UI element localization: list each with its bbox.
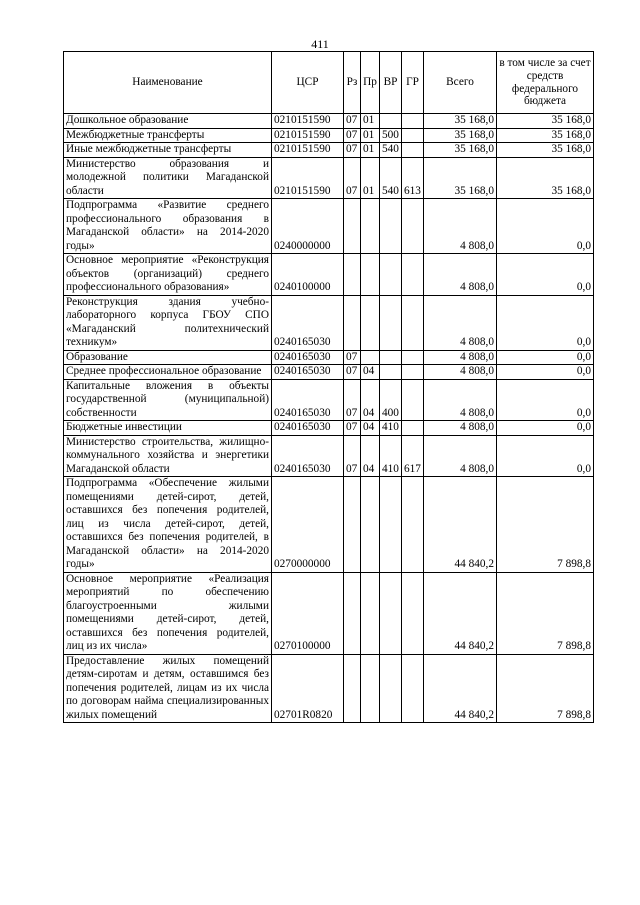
cell-vr: 500	[380, 128, 402, 143]
cell-federal: 35 168,0	[497, 128, 594, 143]
cell-total: 4 808,0	[424, 379, 497, 421]
cell-gr	[402, 114, 424, 129]
table-row	[64, 114, 594, 129]
header-total: Всего	[424, 52, 497, 114]
cell-csr: 0240165030	[272, 295, 344, 350]
cell-pr: 01	[361, 128, 380, 143]
header-csr: ЦСР	[272, 52, 344, 114]
cell-gr	[402, 477, 424, 573]
cell-federal: 35 168,0	[497, 157, 594, 199]
cell-federal: 35 168,0	[497, 143, 594, 158]
cell-vr	[380, 572, 402, 654]
cell-name: Капитальные вложения в объекты государственной (муниципальной) собственности	[64, 379, 272, 421]
cell-federal: 0,0	[497, 254, 594, 296]
cell-rz: 07	[344, 379, 361, 421]
cell-name: Реконструкция здания учебно-лабораторного корпуса ГБОУ СПО «Магаданский политехнический техникум»	[64, 295, 272, 350]
cell-rz	[344, 572, 361, 654]
cell-federal: 7 898,8	[497, 572, 594, 654]
table-row	[64, 295, 594, 350]
cell-name: Министерство образования и молодежной политики Магаданской области	[64, 157, 272, 199]
cell-rz: 07	[344, 157, 361, 199]
cell-federal: 35 168,0	[497, 114, 594, 129]
cell-name: Бюджетные инвестиции	[64, 421, 272, 436]
cell-rz: 07	[344, 143, 361, 158]
table-row	[64, 365, 594, 380]
cell-pr	[361, 350, 380, 365]
table-row	[64, 379, 594, 421]
cell-gr	[402, 254, 424, 296]
cell-rz: 07	[344, 365, 361, 380]
cell-total: 35 168,0	[424, 143, 497, 158]
cell-federal: 0,0	[497, 199, 594, 254]
cell-total: 4 808,0	[424, 295, 497, 350]
cell-name: Подпрограмма «Обеспечение жилыми помещениями детей-сирот, детей, оставшихся без попечения родителей, лиц из числа детей-сирот, детей, оставшихся без попечения родителей, в Магаданской области» на 2014-2020 годы»	[64, 477, 272, 573]
cell-rz	[344, 199, 361, 254]
cell-gr	[402, 379, 424, 421]
cell-total: 4 808,0	[424, 199, 497, 254]
cell-vr	[380, 114, 402, 129]
cell-federal: 0,0	[497, 421, 594, 436]
cell-csr: 0270000000	[272, 477, 344, 573]
cell-total: 4 808,0	[424, 350, 497, 365]
table-header-row	[64, 52, 594, 114]
cell-pr: 04	[361, 421, 380, 436]
cell-federal: 7 898,8	[497, 654, 594, 723]
cell-gr	[402, 350, 424, 365]
cell-vr	[380, 350, 402, 365]
cell-rz	[344, 654, 361, 723]
cell-csr: 0240165030	[272, 365, 344, 380]
cell-federal: 0,0	[497, 365, 594, 380]
cell-csr: 0240000000	[272, 199, 344, 254]
cell-gr	[402, 572, 424, 654]
cell-total: 4 808,0	[424, 254, 497, 296]
cell-pr	[361, 572, 380, 654]
cell-rz	[344, 254, 361, 296]
cell-vr	[380, 295, 402, 350]
cell-rz	[344, 295, 361, 350]
cell-vr	[380, 654, 402, 723]
table-row	[64, 143, 594, 158]
cell-rz: 07	[344, 114, 361, 129]
table-row	[64, 350, 594, 365]
cell-vr: 400	[380, 379, 402, 421]
cell-pr	[361, 295, 380, 350]
cell-csr: 0210151590	[272, 157, 344, 199]
cell-vr	[380, 254, 402, 296]
cell-gr	[402, 365, 424, 380]
cell-name: Основное мероприятие «Реконструкция объектов (организаций) среднего профессионального образования»	[64, 254, 272, 296]
cell-pr	[361, 199, 380, 254]
cell-csr: 0240100000	[272, 254, 344, 296]
cell-csr: 0210151590	[272, 114, 344, 129]
cell-pr: 04	[361, 379, 380, 421]
cell-vr: 410	[380, 435, 402, 477]
cell-vr: 410	[380, 421, 402, 436]
cell-federal: 0,0	[497, 379, 594, 421]
cell-total: 35 168,0	[424, 114, 497, 129]
table-row	[64, 128, 594, 143]
cell-total: 44 840,2	[424, 477, 497, 573]
cell-name: Образование	[64, 350, 272, 365]
cell-total: 44 840,2	[424, 572, 497, 654]
cell-vr: 540	[380, 157, 402, 199]
cell-total: 35 168,0	[424, 128, 497, 143]
header-rz: Рз	[344, 52, 361, 114]
cell-gr	[402, 654, 424, 723]
cell-pr: 04	[361, 435, 380, 477]
cell-total: 4 808,0	[424, 365, 497, 380]
cell-name: Подпрограмма «Развитие среднего профессионального образования в Магаданской области» на 2014-2020 годы»	[64, 199, 272, 254]
cell-total: 4 808,0	[424, 435, 497, 477]
cell-rz: 07	[344, 421, 361, 436]
header-vr: ВР	[380, 52, 402, 114]
header-name: Наименование	[64, 52, 272, 114]
cell-pr: 01	[361, 114, 380, 129]
cell-rz: 07	[344, 435, 361, 477]
header-federal: в том числе за счет средств федерального бюджета	[497, 52, 594, 114]
cell-federal: 0,0	[497, 350, 594, 365]
table-row	[64, 421, 594, 436]
cell-rz: 07	[344, 350, 361, 365]
cell-pr: 01	[361, 157, 380, 199]
cell-pr	[361, 477, 380, 573]
cell-total: 4 808,0	[424, 421, 497, 436]
cell-gr	[402, 143, 424, 158]
cell-gr	[402, 199, 424, 254]
cell-rz: 07	[344, 128, 361, 143]
cell-pr	[361, 654, 380, 723]
table-row	[64, 199, 594, 254]
header-pr: Пр	[361, 52, 380, 114]
cell-vr	[380, 477, 402, 573]
cell-name: Дошкольное образование	[64, 114, 272, 129]
cell-name: Предоставление жилых помещений детям-сиротам и детям, оставшимся без попечения родителей, лицам из их числа по договорам найма специализированных жилых помещений	[64, 654, 272, 723]
cell-pr	[361, 254, 380, 296]
cell-gr	[402, 128, 424, 143]
cell-name: Межбюджетные трансферты	[64, 128, 272, 143]
cell-csr: 0210151590	[272, 128, 344, 143]
cell-name: Среднее профессиональное образование	[64, 365, 272, 380]
cell-vr: 540	[380, 143, 402, 158]
cell-csr: 0210151590	[272, 143, 344, 158]
cell-total: 44 840,2	[424, 654, 497, 723]
cell-csr: 0270100000	[272, 572, 344, 654]
cell-gr	[402, 421, 424, 436]
cell-federal: 0,0	[497, 295, 594, 350]
cell-total: 35 168,0	[424, 157, 497, 199]
cell-federal: 7 898,8	[497, 477, 594, 573]
table-row	[64, 435, 594, 477]
cell-csr: 0240165030	[272, 350, 344, 365]
page-number: 411	[311, 37, 329, 51]
cell-gr: 613	[402, 157, 424, 199]
cell-name: Министерство строительства, жилищно-коммунального хозяйства и энергетики Магаданской области	[64, 435, 272, 477]
cell-name: Основное мероприятие «Реализация мероприятий по обеспечению благоустроенными жилыми помещениями детей-сирот, детей, оставшихся без попечения родителей, лиц из их числа»	[64, 572, 272, 654]
cell-csr: 0240165030	[272, 435, 344, 477]
cell-gr: 617	[402, 435, 424, 477]
cell-csr: 0240165030	[272, 379, 344, 421]
cell-vr	[380, 199, 402, 254]
table-row	[64, 654, 594, 723]
cell-rz	[344, 477, 361, 573]
cell-pr: 01	[361, 143, 380, 158]
cell-pr: 04	[361, 365, 380, 380]
cell-name: Иные межбюджетные трансферты	[64, 143, 272, 158]
table-row	[64, 254, 594, 296]
cell-csr: 02701R0820	[272, 654, 344, 723]
cell-gr	[402, 295, 424, 350]
cell-csr: 0240165030	[272, 421, 344, 436]
cell-vr	[380, 365, 402, 380]
header-gr: ГР	[402, 52, 424, 114]
table-row	[64, 572, 594, 654]
budget-table	[63, 51, 594, 723]
table-row	[64, 157, 594, 199]
table-row	[64, 477, 594, 573]
cell-federal: 0,0	[497, 435, 594, 477]
